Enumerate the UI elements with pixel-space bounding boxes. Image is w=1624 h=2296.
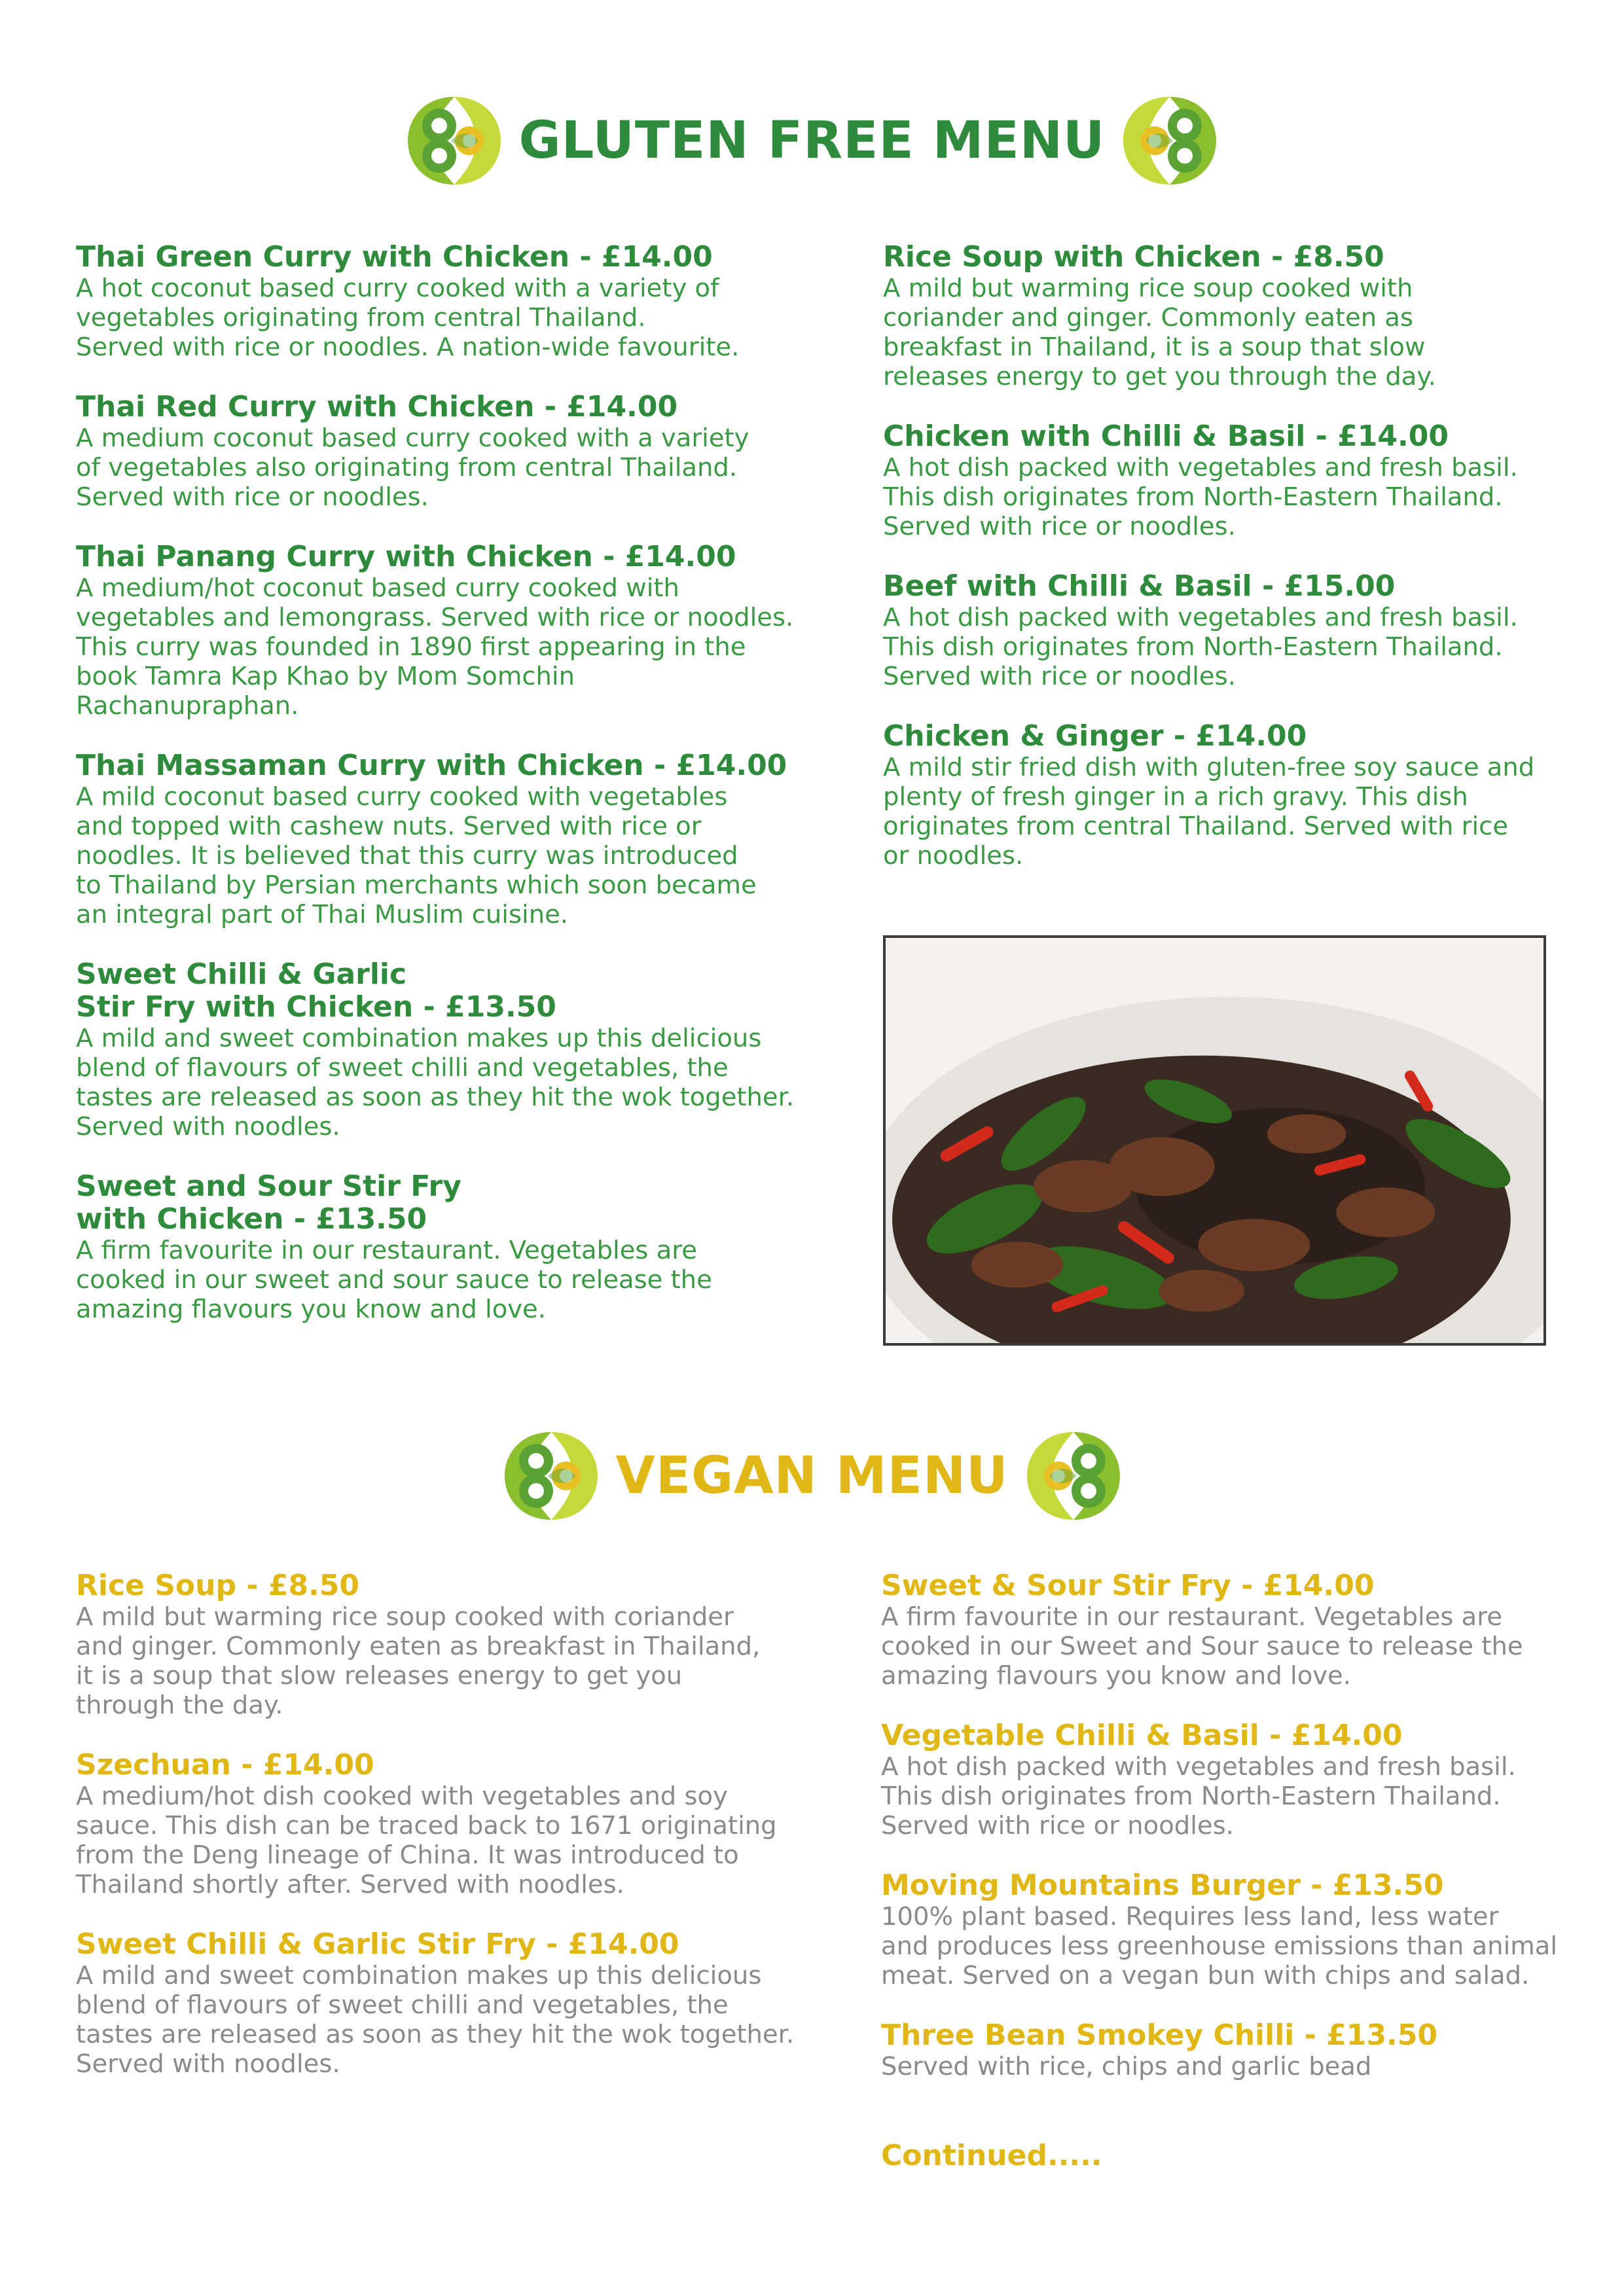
menu-item-title: Sweet & Sour Stir Fry - £14.00 [881, 1569, 1375, 1602]
gluten-free-right-column [883, 241, 1603, 899]
menu-item [76, 958, 861, 1141]
menu-item-title: Thai Green Curry with Chicken - £14.00 [76, 240, 713, 274]
menu-item [883, 570, 1603, 691]
menu-item [881, 2019, 1601, 2081]
gluten-free-left-column [76, 241, 861, 1353]
menu-item-description: A hot dish packed with vegetables and fresh basil. This dish originates from North-Eastern Thailand. Served with rice or noodles. [883, 453, 1518, 541]
menu-item-title: Sweet Chilli & Garlic Stir Fry with Chicken - £13.50 [76, 958, 556, 1024]
menu-item-description: A medium/hot dish cooked with vegetables and soy sauce. This dish can be traced back to 1671 originating from the Deng lineage of China. It was introduced to Thailand shortly after. Served with noodles. [76, 1782, 777, 1899]
menu-item-description: A mild and sweet combination makes up this delicious blend of flavours of sweet chilli and vegetables, the tastes are released as soon as they hit the wok together. Served with noodles. [76, 1024, 795, 1141]
menu-item-description: A hot dish packed with vegetables and fresh basil. This dish originates from North-Eastern Thailand. Served with rice or noodles. [881, 1752, 1516, 1840]
menu-item-title: Thai Massaman Curry with Chicken - £14.00 [76, 749, 787, 782]
menu-item-title: Chicken with Chilli & Basil - £14.00 [883, 420, 1449, 453]
menu-item-title: Vegetable Chilli & Basil - £14.00 [881, 1719, 1403, 1752]
continued-label: Continued..... [881, 2139, 1102, 2172]
menu-item [883, 720, 1603, 870]
menu-item-title: Three Bean Smokey Chilli - £13.50 [881, 2018, 1438, 2052]
gluten-free-heading-row [0, 92, 1624, 190]
menu-item [881, 1719, 1601, 1840]
menu-item-description: A hot coconut based curry cooked with a variety of vegetables originating from central Thailand. Served with rice or noodles. A nation-wide favourite. [76, 274, 740, 362]
menu-item-title: Sweet Chilli & Garlic Stir Fry - £14.00 [76, 1928, 679, 1961]
menu-item [76, 541, 861, 721]
thai-leaf-ornament-icon [502, 1427, 600, 1525]
menu-item-description: A mild stir fried dish with gluten-free soy sauce and plenty of fresh ginger in a rich gravy. This dish originates from central Thailand. Served with rice or noodles. [883, 753, 1535, 870]
menu-item-description: A mild and sweet combination makes up this delicious blend of flavours of sweet chilli and vegetables, the tastes are released as soon as they hit the wok together. Served with noodles. [76, 1961, 795, 2079]
menu-item-title: Rice Soup - £8.50 [76, 1569, 360, 1602]
menu-item [76, 1170, 861, 1324]
vegan-heading: VEGAN MENU [615, 1446, 1009, 1505]
menu-item [881, 1869, 1601, 1990]
menu-item-title: Moving Mountains Burger - £13.50 [881, 1869, 1444, 1902]
vegan-right-column [881, 1570, 1601, 2110]
menu-item-title: Thai Panang Curry with Chicken - £14.00 [76, 540, 736, 573]
vegan-heading-row [0, 1427, 1624, 1525]
menu-item [76, 1570, 861, 1720]
menu-item-description: A mild coconut based curry cooked with vegetables and topped with cashew nuts. Served with rice or noodles. It is believed that this curry was introduced to Thailand by Persian merchants which soon became an integral part of Thai Muslim cuisine. [76, 782, 757, 929]
menu-item [76, 241, 861, 362]
menu-item [76, 1928, 861, 2079]
menu-item [76, 391, 861, 512]
menu-item [883, 241, 1603, 391]
menu-item-description: A firm favourite in our restaurant. Vegetables are cooked in our Sweet and Sour sauce to release the amazing flavours you know and love. [881, 1602, 1523, 1691]
menu-item-title: Rice Soup with Chicken - £8.50 [883, 240, 1384, 274]
menu-item-title: Sweet and Sour Stir Fry with Chicken - £13.50 [76, 1170, 461, 1236]
menu-item-description: A hot dish packed with vegetables and fresh basil. This dish originates from North-Eastern Thailand. Served with rice or noodles. [883, 603, 1518, 691]
thai-leaf-ornament-icon [1121, 92, 1219, 190]
menu-item-description: A mild but warming rice soup cooked with coriander and ginger. Commonly eaten as breakfast in Thailand, it is a soup that slow releases energy to get you through the day. [883, 274, 1436, 391]
menu-item-description: Served with rice, chips and garlic bead [881, 2052, 1372, 2081]
vegan-left-column [76, 1570, 861, 2108]
thai-leaf-ornament-icon [405, 92, 503, 190]
menu-item-title: Chicken & Ginger - £14.00 [883, 719, 1307, 753]
menu-item [883, 420, 1603, 541]
thai-leaf-ornament-icon [1024, 1427, 1123, 1525]
menu-item-title: Szechuan - £14.00 [76, 1748, 374, 1782]
menu-item-description: A medium coconut based curry cooked with a variety of vegetables also originating from central Thailand. Served with rice or noodles. [76, 423, 749, 512]
menu-item-description: 100% plant based. Requires less land, less water and produces less greenhouse emissions than animal meat. Served on a vegan bun with chips and salad. [881, 1902, 1558, 1990]
menu-item [881, 1570, 1601, 1691]
menu-item [76, 749, 861, 929]
beef-chilli-basil-dish-photo [883, 935, 1546, 1346]
menu-item [76, 1749, 861, 1899]
menu-item-title: Beef with Chilli & Basil - £15.00 [883, 569, 1396, 603]
gluten-free-heading: GLUTEN FREE MENU [518, 111, 1106, 170]
menu-item-description: A mild but warming rice soup cooked with coriander and ginger. Commonly eaten as breakfast in Thailand, it is a soup that slow releases energy to get you through the day. [76, 1602, 761, 1720]
menu-item-title: Thai Red Curry with Chicken - £14.00 [76, 390, 678, 423]
menu-item-description: A firm favourite in our restaurant. Vegetables are cooked in our sweet and sour sauce to release the amazing flavours you know and love. [76, 1236, 712, 1324]
menu-item-description: A medium/hot coconut based curry cooked with vegetables and lemongrass. Served with rice or noodles. This curry was founded in 1890 first appearing in the book Tamra Kap Khao by Mom Somchin Rachanupraphan. [76, 573, 794, 721]
